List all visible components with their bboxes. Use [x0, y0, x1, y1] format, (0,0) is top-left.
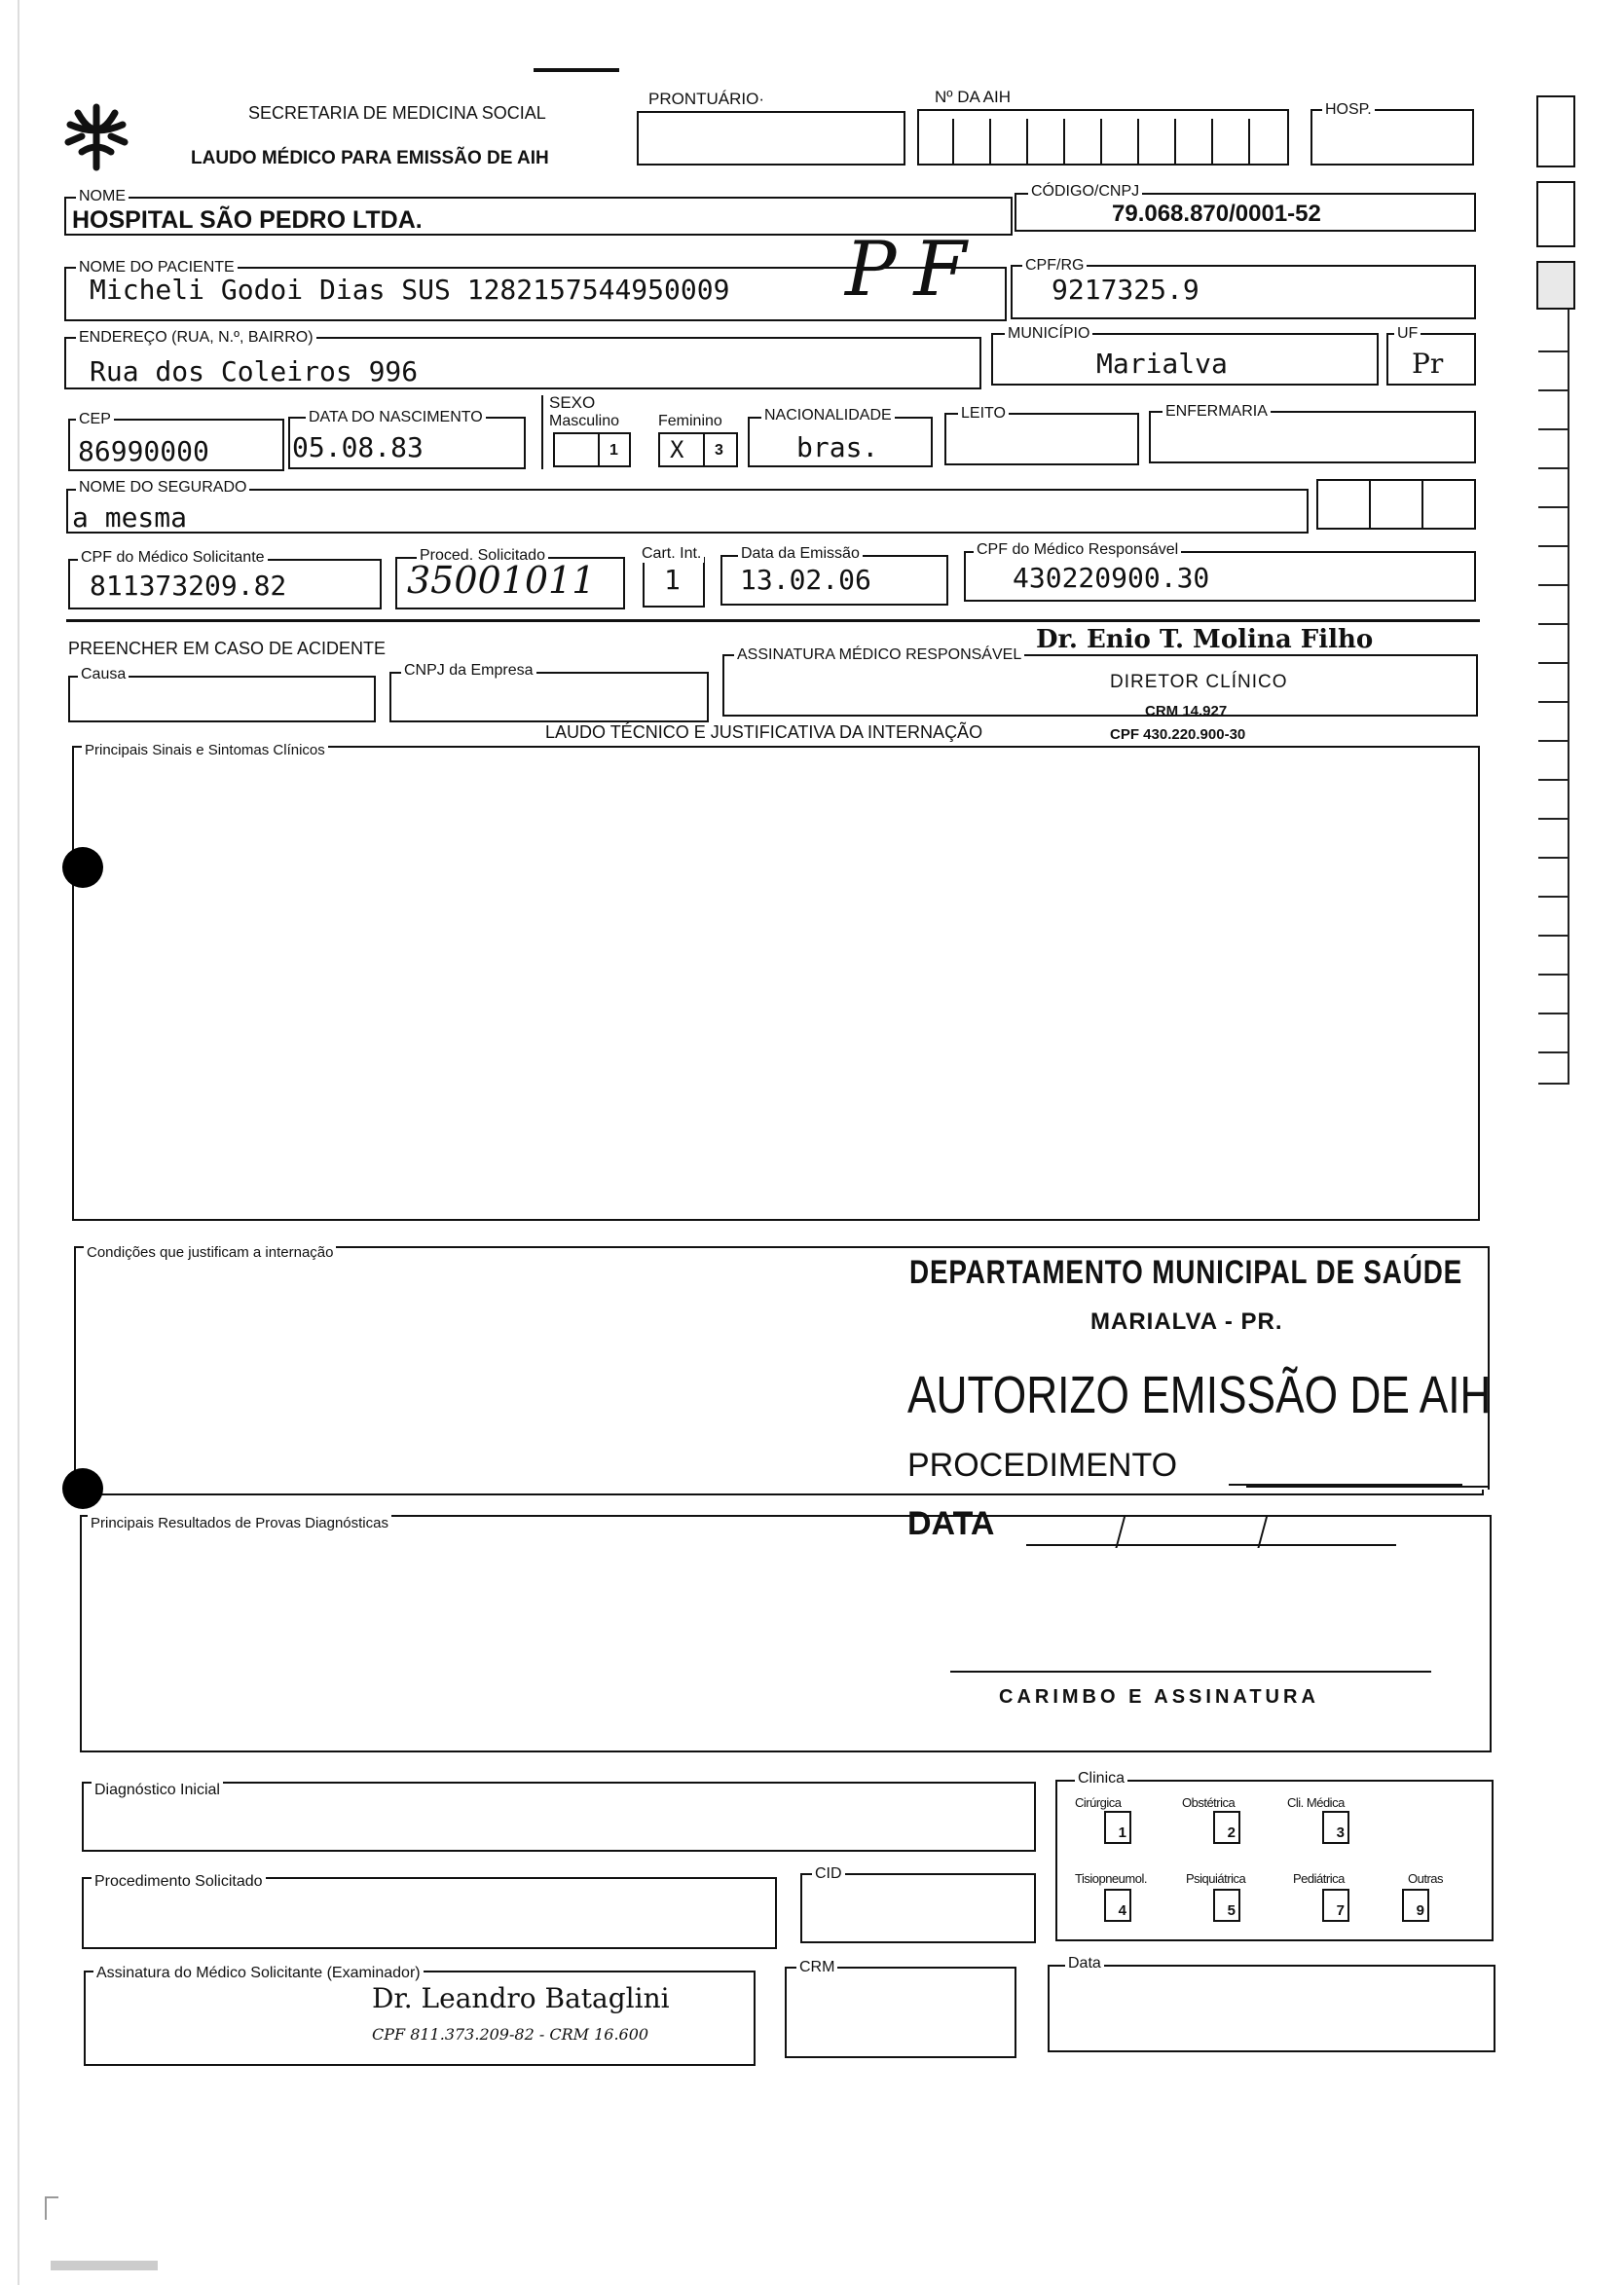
- stamp-signature-line: [950, 1671, 1431, 1673]
- patient-name: Micheli Godoi Dias SUS 1282157544950009: [90, 274, 730, 306]
- municipio-value: Marialva: [1096, 348, 1228, 380]
- provas-label: Principais Resultados de Provas Diagnósticas: [88, 1515, 391, 1532]
- feminino-checkbox[interactable]: X 3: [658, 432, 738, 467]
- clinica-checkbox-7[interactable]: 7: [1322, 1889, 1349, 1922]
- form-title: LAUDO MÉDICO PARA EMISSÃO DE AIH: [191, 148, 549, 168]
- municipio-label: MUNICÍPIO: [1005, 325, 1092, 343]
- prontuario-label: PRONTUÁRIO·: [648, 90, 764, 108]
- edge-box-3: [1536, 261, 1575, 310]
- enfermaria-label: ENFERMARIA: [1163, 403, 1271, 421]
- edge-box-2: [1536, 181, 1575, 247]
- punch-hole-top: [62, 847, 103, 888]
- masculino-checkbox[interactable]: 1: [553, 432, 631, 467]
- laudo-title: LAUDO TÉCNICO E JUSTIFICATIVA DA INTERNAÇÃO: [545, 722, 983, 742]
- nacionalidade-value: bras.: [796, 431, 879, 463]
- feminino-label: Feminino: [658, 413, 722, 429]
- segurado-value: a mesma: [72, 501, 188, 534]
- clinica-label-2: Obstétrica: [1182, 1795, 1236, 1810]
- segurado-code-field[interactable]: [1316, 479, 1476, 530]
- cnpj-value: 79.068.870/0001-52: [1112, 201, 1321, 227]
- sinais-field[interactable]: [72, 746, 1480, 1221]
- page-left-edge: [18, 0, 19, 2285]
- stamp-procedimento: PROCEDIMENTO: [907, 1447, 1178, 1484]
- causa-label: Causa: [78, 666, 129, 683]
- smudge: [51, 2261, 158, 2270]
- nacionalidade-label: NACIONALIDADE: [761, 407, 895, 424]
- data-label: Data: [1065, 1955, 1104, 1972]
- cpf-rg-value: 9217325.9: [1052, 274, 1200, 306]
- stamp-doctor-name: Dr. Enio T. Molina Filho: [1036, 625, 1374, 654]
- assinatura-medico-label: Assinatura do Médico Solicitante (Examinador): [93, 1965, 424, 1982]
- clinica-checkbox-9[interactable]: 9: [1402, 1889, 1429, 1922]
- cid-label: CID: [812, 1865, 845, 1883]
- nascimento-label: DATA DO NASCIMENTO: [306, 409, 486, 426]
- stamp-procedimento-line: [1229, 1484, 1462, 1486]
- sinais-label: Principais Sinais e Sintomas Clínicos: [82, 742, 328, 759]
- hospital-name-label: NOME: [76, 188, 129, 205]
- clinica-label-1: Cirúrgica: [1075, 1795, 1122, 1810]
- cnpj-empresa-label: CNPJ da Empresa: [401, 662, 536, 680]
- crm-label: CRM: [796, 1959, 837, 1976]
- sexo-label: SEXO: [549, 393, 596, 412]
- cpf-resp-label: CPF do Médico Responsável: [974, 541, 1181, 559]
- clinica-label-5: Psiquiátrica: [1186, 1871, 1246, 1886]
- medico-info: CPF 811.373.209-82 - CRM 16.600: [372, 2025, 649, 2044]
- clinica-label-3: Cli. Médica: [1287, 1795, 1345, 1810]
- stamp-frame-bottom: [1246, 1486, 1490, 1488]
- stamp-doctor-cpf: CPF 430.220.900-30: [1110, 726, 1246, 743]
- secretaria-title: SECRETARIA DE MEDICINA SOCIAL: [248, 103, 546, 123]
- procedimento-solicitado-label: Procedimento Solicitado: [92, 1873, 266, 1891]
- punch-hole-bottom: [62, 1468, 103, 1509]
- nascimento-value: 05.08.83: [292, 431, 424, 463]
- provas-field[interactable]: [80, 1515, 1492, 1752]
- clinica-label-7: Pediátrica: [1293, 1871, 1345, 1886]
- sexo-divider: [541, 395, 543, 469]
- crm-field[interactable]: [785, 1967, 1016, 2058]
- segurado-label: NOME DO SEGURADO: [76, 479, 249, 497]
- stamp-data: DATA: [907, 1505, 995, 1542]
- stamp-autorizo: AUTORIZO EMISSÃO DE AIH: [907, 1366, 1492, 1424]
- clinica-label: Clinica: [1075, 1770, 1127, 1787]
- edge-box-1: [1536, 95, 1575, 167]
- cid-field[interactable]: [800, 1873, 1036, 1943]
- cart-value: 1: [664, 564, 681, 596]
- medico-nome: Dr. Leandro Bataglini: [372, 1982, 670, 2014]
- emissao-label: Data da Emissão: [738, 545, 863, 563]
- clinica-checkbox-4[interactable]: 4: [1104, 1889, 1131, 1922]
- stamp-data-line: [1026, 1544, 1396, 1546]
- aih-label: Nº DA AIH: [935, 88, 1012, 106]
- cpf-medico-value: 811373209.82: [90, 570, 287, 602]
- acidente-title: PREENCHER EM CASO DE ACIDENTE: [68, 639, 387, 658]
- stamp-doctor-crm: CRM 14.927: [1145, 703, 1228, 719]
- clinica-label-9: Outras: [1408, 1871, 1444, 1886]
- condicoes-label: Condições que justificam a internação: [84, 1244, 336, 1262]
- patient-initials: PF: [845, 226, 984, 313]
- diagnostico-field[interactable]: [82, 1782, 1036, 1852]
- stamp-carimbo: CARIMBO E ASSINATURA: [999, 1686, 1319, 1708]
- clinica-label-4: Tisiopneumol.: [1075, 1871, 1147, 1886]
- proced-value: 35001011: [407, 559, 596, 602]
- cpf-resp-value: 430220900.30: [1013, 562, 1210, 594]
- address-value: Rua dos Coleiros 996: [90, 355, 419, 387]
- cpf-rg-label: CPF/RG: [1022, 257, 1087, 275]
- uf-label: UF: [1394, 325, 1421, 343]
- leito-label: LEITO: [958, 405, 1009, 423]
- cnpj-label: CÓDIGO/CNPJ: [1028, 183, 1142, 201]
- uf-value: Pr: [1412, 348, 1444, 380]
- emissao-value: 13.02.06: [740, 564, 871, 596]
- diagnostico-label: Diagnóstico Inicial: [92, 1782, 223, 1799]
- hospital-name: HOSPITAL SÃO PEDRO LTDA.: [72, 206, 423, 234]
- data-field[interactable]: [1048, 1965, 1495, 2052]
- proced-label: Proced. Solicitado: [417, 547, 548, 565]
- stamp-departamento: DEPARTAMENTO MUNICIPAL DE SAÚDE: [909, 1254, 1463, 1291]
- assinatura-responsavel-label: ASSINATURA MÉDICO RESPONSÁVEL: [734, 646, 1024, 664]
- address-label: ENDEREÇO (RUA, N.º, BAIRRO): [76, 329, 316, 347]
- cart-label: Cart. Int.: [639, 545, 704, 563]
- patient-name-label: NOME DO PACIENTE: [76, 259, 238, 276]
- clinica-checkbox-3[interactable]: 3: [1322, 1811, 1349, 1844]
- clinica-checkbox-2[interactable]: 2: [1213, 1811, 1240, 1844]
- clinica-checkbox-1[interactable]: 1: [1104, 1811, 1131, 1844]
- cpf-medico-label: CPF do Médico Solicitante: [78, 549, 268, 567]
- cep-label: CEP: [76, 411, 114, 428]
- cep-value: 86990000: [78, 435, 209, 467]
- clinica-checkbox-5[interactable]: 5: [1213, 1889, 1240, 1922]
- medicine-logo-icon: [60, 103, 132, 171]
- dash-mark: [534, 68, 619, 72]
- corner-mark: [45, 2196, 58, 2220]
- masculino-label: Masculino: [549, 413, 620, 429]
- hosp-label: HOSP.: [1322, 101, 1375, 119]
- prontuario-field[interactable]: [637, 111, 905, 166]
- segurado-field[interactable]: [66, 489, 1309, 534]
- edge-ruler: [1568, 310, 1569, 1085]
- stamp-cidade: MARIALVA - PR.: [1090, 1308, 1283, 1335]
- stamp-doctor-role: DIRETOR CLÍNICO: [1110, 672, 1288, 692]
- aih-field[interactable]: [917, 109, 1289, 166]
- section-divider: [66, 619, 1480, 622]
